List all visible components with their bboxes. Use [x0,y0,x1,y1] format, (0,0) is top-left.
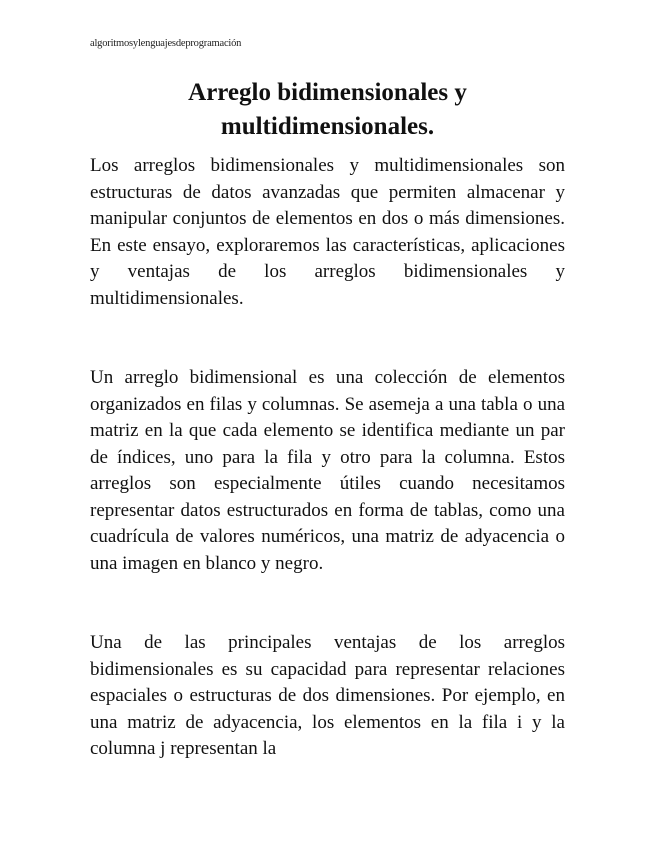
document-body [90,153,565,816]
document-title: Arreglo bidimensionales y multidimensionales. [188,79,467,140]
paragraph-advantages: Una de las principales ventajas de los arreglos bidimensionales es su capacidad para representar relaciones espaciales o estructuras de dos dimensiones. Por ejemplo, en una matriz de adyacencia, los elementos en la fila i y la columna j representan la [90,632,565,759]
paragraph-intro: Los arreglos bidimensionales y multidimensionales son estructuras de datos avanzadas que permiten almacenar y manipular conjuntos de elementos en dos o más dimensiones. En este ensayo, exploraremos las características, aplicaciones y ventajas de los arreglos bidimensionales y multidimensionales. [90,155,565,309]
running-header: algoritmosylenguajesdeprogramación [90,38,242,49]
paragraph-bidimensional-definition: Un arreglo bidimensional es una colección de elementos organizados en filas y columnas. Se asemeja a una tabla o una matriz en la que cada elemento se identifica mediante un par de índices, uno para la fila y otro para la columna. Estos arreglos son especialmente útiles cuando necesitamos representar datos estructurados en forma de tablas, como una cuadrícula de valores numéricos, una matriz de adyacencia o una imagen en blanco y negro. [90,367,565,574]
